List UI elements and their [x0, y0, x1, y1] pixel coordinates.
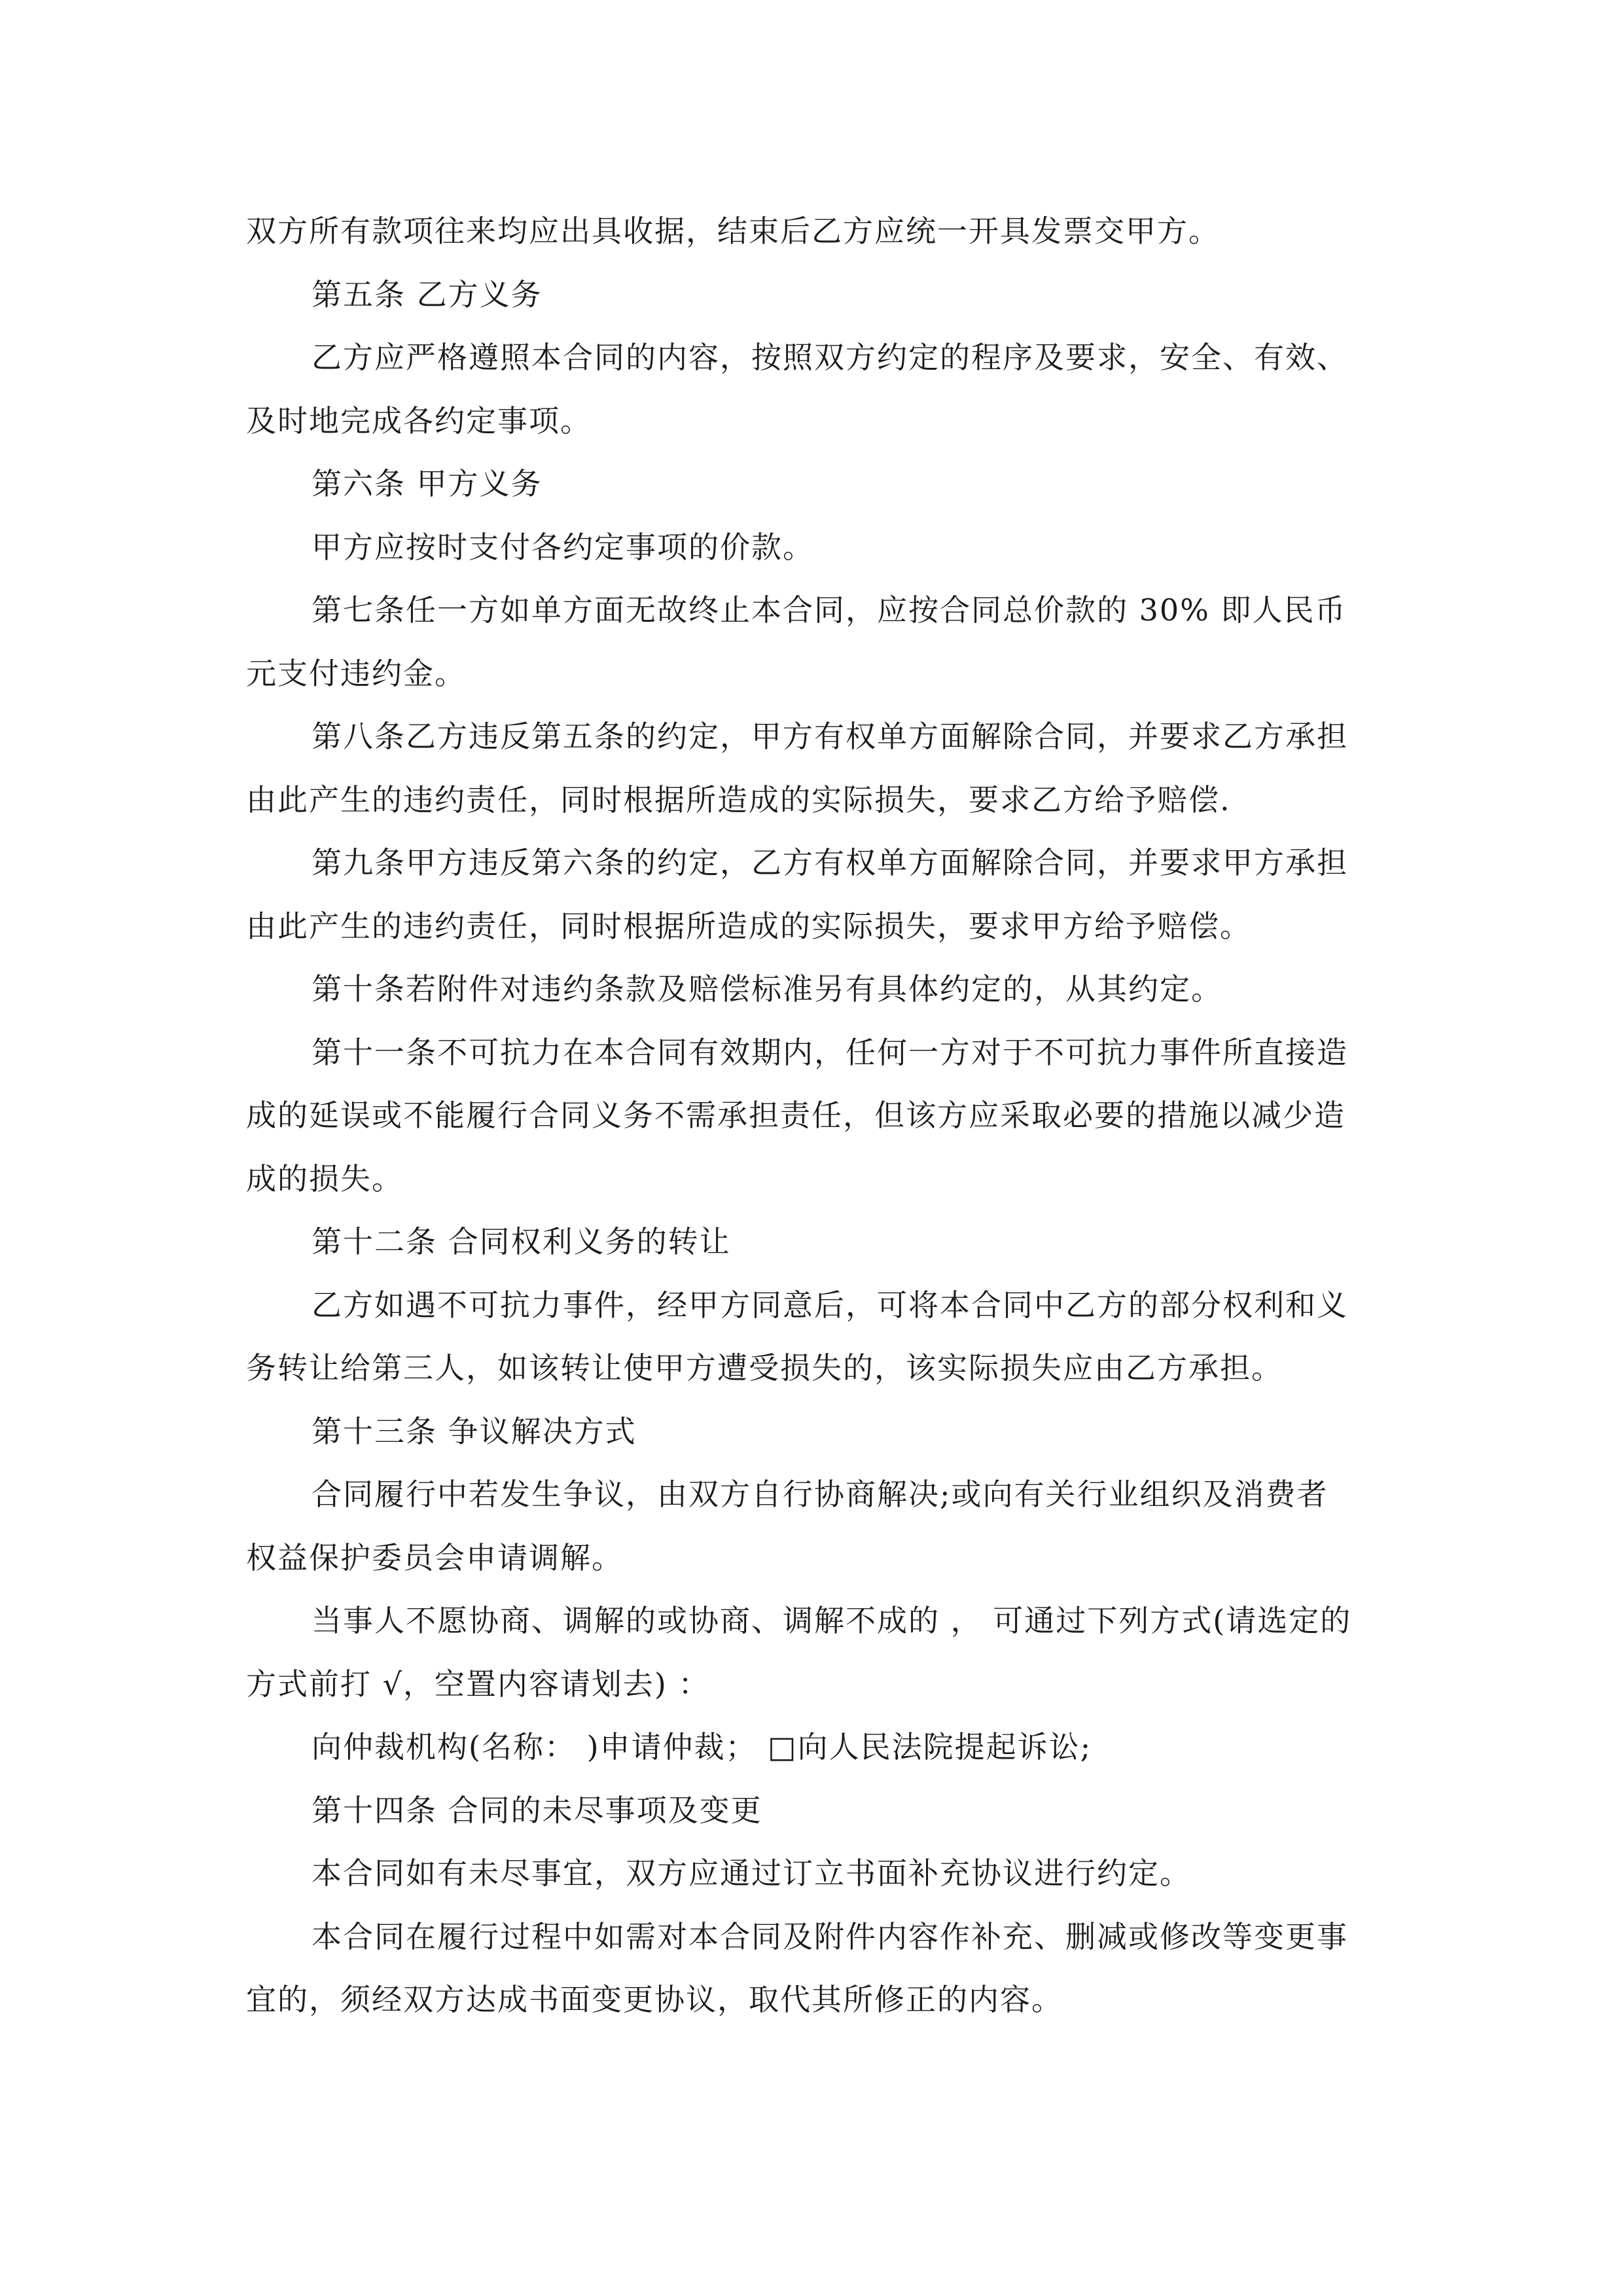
- text-line: 乙方如遇不可抗力事件，经甲方同意后，可将本合同中乙方的部分权利和义: [312, 1287, 1348, 1323]
- text-line: 第七条任一方如单方面无故终止本合同，应按合同总价款的 30% 即人民币: [312, 592, 1347, 628]
- text-line: 由此产生的违约责任，同时根据所造成的实际损失，要求乙方给予赔偿.: [246, 781, 1231, 817]
- text-line: 第六条 甲方义务: [312, 466, 543, 501]
- text-line: 合同履行中若发生争议，由双方自行协商解决;或向有关行业组织及消费者: [312, 1477, 1329, 1512]
- text-line: 第十二条 合同权利义务的转让: [312, 1224, 731, 1259]
- text-line: 由此产生的违约责任，同时根据所造成的实际损失，要求甲方给予赔偿。: [246, 908, 1251, 944]
- text-line: 务转让给第三人，如该转让使甲方遭受损失的，该实际损失应由乙方承担。: [246, 1350, 1283, 1386]
- text-line: 第五条 乙方义务: [312, 276, 543, 312]
- text-line: 及时地完成各约定事项。: [246, 403, 592, 439]
- text-line: 第十四条 合同的未尽事项及变更: [312, 1792, 762, 1828]
- text-line: 第十三条 争议解决方式: [312, 1413, 637, 1449]
- text-line: 双方所有款项往来均应出具收据，结束后乙方应统一开具发票交甲方。: [246, 213, 1220, 249]
- text-line: 第八条乙方违反第五条的约定，甲方有权单方面解除合同，并要求乙方承担: [312, 719, 1348, 754]
- text-line: 第十条若附件对违约条款及赔偿标准另有具体约定的，从其约定。: [312, 971, 1222, 1007]
- text-line: 当事人不愿协商、调解的或协商、调解不成的 ， 可通过下列方式(请选定的: [312, 1603, 1352, 1638]
- text-line: 元支付违约金。: [246, 655, 466, 691]
- text-line: 甲方应按时支付各约定事项的价款。: [312, 529, 814, 565]
- text-line: 成的延误或不能履行合同义务不需承担责任，但该方应采取必要的措施以减少造: [246, 1098, 1346, 1133]
- text-line: 方式前打 √，空置内容请划去) ：: [246, 1666, 710, 1702]
- text-line: 宜的，须经双方达成书面变更协议，取代其所修正的内容。: [246, 1982, 1063, 2017]
- text-line: 权益保护委员会申请调解。: [246, 1539, 623, 1575]
- text-line: 第九条甲方违反第六条的约定，乙方有权单方面解除合同，并要求甲方承担: [312, 845, 1348, 880]
- text-line: 本合同如有未尽事宜，双方应通过订立书面补充协议进行约定。: [312, 1856, 1191, 1891]
- text-line: 本合同在履行过程中如需对本合同及附件内容作补充、删减或修改等变更事: [312, 1918, 1348, 1954]
- text-line: 向仲裁机构(名称： )申请仲裁； □向人民法院提起诉讼;: [312, 1729, 1092, 1765]
- text-line: 成的损失。: [246, 1160, 403, 1196]
- contract-body: [246, 200, 1382, 2032]
- text-line: 第十一条不可抗力在本合同有效期内，任何一方对于不可抗力事件所直接造: [312, 1034, 1348, 1070]
- text-line: 乙方应严格遵照本合同的内容，按照双方约定的程序及要求，安全、有效、: [312, 340, 1348, 375]
